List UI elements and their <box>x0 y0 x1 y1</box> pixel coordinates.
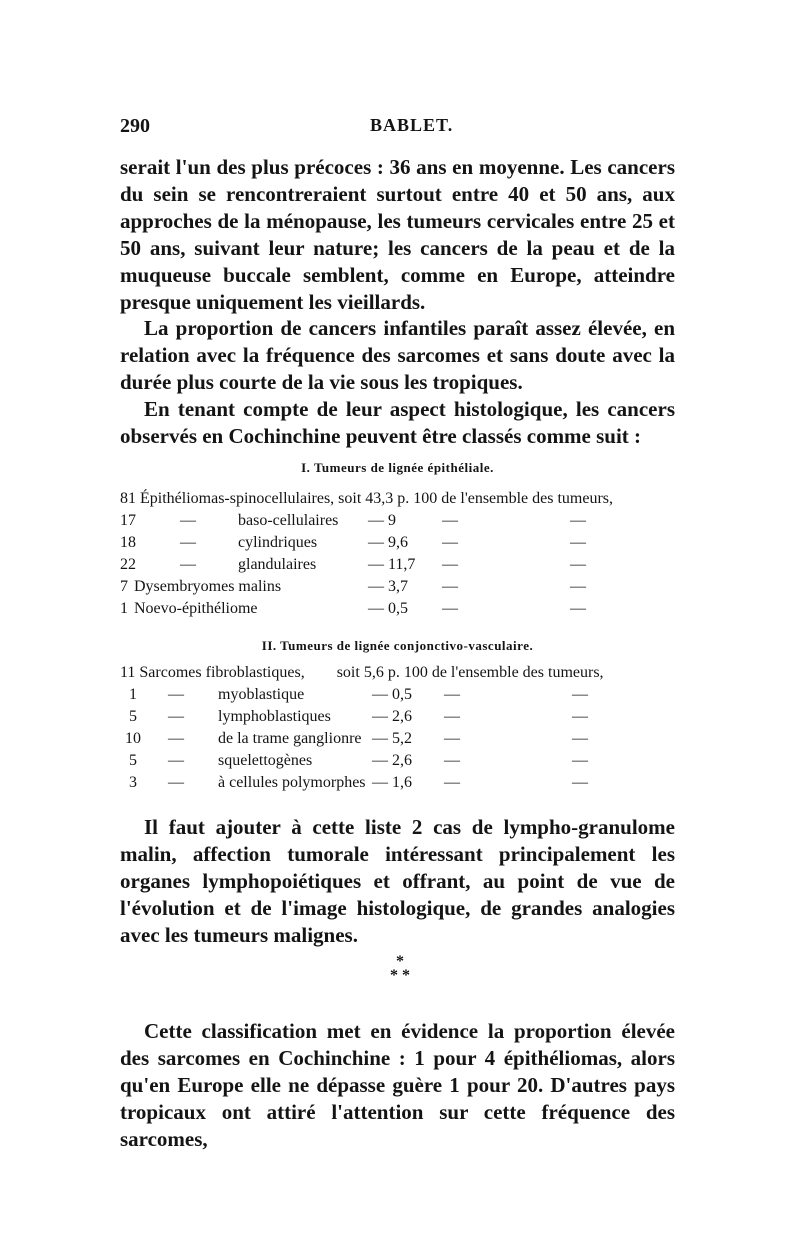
row-value: — 3,7 <box>368 578 408 595</box>
row-label: squelettogènes <box>218 752 313 769</box>
row-dash: — <box>442 512 458 529</box>
table-row <box>120 512 680 534</box>
row-label: glandulaires <box>238 556 317 573</box>
row-dash: — <box>572 730 588 747</box>
row-dash: — <box>570 556 586 573</box>
row-value: — 5,2 <box>372 730 412 747</box>
row-label: cylindriques <box>238 534 318 551</box>
row-count: 22 <box>120 556 136 573</box>
row-value: — 2,6 <box>372 752 412 769</box>
row-dash: — <box>168 774 184 791</box>
table-row <box>120 708 680 730</box>
row-dash: — <box>168 686 184 703</box>
table-row <box>120 686 680 708</box>
paragraph-2: La proportion de cancers infantiles paraît assez élevée, en relation avec la fréquence des sarcomes et sans doute avec la durée plus courte de la vie sous les tropiques. <box>120 316 675 394</box>
row-value: — 9,6 <box>368 534 408 551</box>
row-value: — 1,6 <box>372 774 412 791</box>
paragraph-4: Il faut ajouter à cette liste 2 cas de lympho-granulome malin, affection tumorale intéressant principalement les organes lymphopoiétiques et offrant, au point de vue de l'évolution et de l'image histologique, de grandes analogies avec les tumeurs malignes. <box>120 815 675 947</box>
row-label: à cellules polymorphes <box>218 774 366 791</box>
page-header <box>120 115 670 141</box>
table-row <box>120 774 680 796</box>
row-dash: — <box>180 512 196 529</box>
table-row <box>120 600 680 622</box>
row-dash: — <box>444 686 460 703</box>
row-label: Noevo-épithéliome <box>134 600 258 617</box>
row-value: — 2,6 <box>372 708 412 725</box>
row-count: 18 <box>120 534 136 551</box>
paragraph-3: En tenant compte de leur aspect histologique, les cancers observés en Cochinchine peuvent être classés comme suit : <box>120 397 675 448</box>
row-value: — 9 <box>368 512 396 529</box>
row-dash: — <box>442 578 458 595</box>
table-epithelial <box>120 490 680 622</box>
table-row <box>120 752 680 774</box>
row-dash: — <box>442 534 458 551</box>
row-label: myoblastique <box>218 686 305 703</box>
row-label: de la trame ganglionre <box>218 730 362 747</box>
paragraph-1: serait l'un des plus précoces : 36 ans en moyenne. Les cancers du sein se rencontreraient surtout entre 40 et 50 ans, aux approches de la ménopause, les tumeurs cervicales entre 25 et 50 ans, suivant leur nature; les cancers de la peau et de la muqueuse buccale semblent, comme en Europe, atteindre presque uniquement les vieillards. <box>120 155 675 314</box>
row-count: 3 <box>129 774 137 791</box>
row-dash: — <box>180 534 196 551</box>
row-dash: — <box>570 600 586 617</box>
page-number: 290 <box>120 115 150 137</box>
row-dash: — <box>570 534 586 551</box>
row-value: — 0,5 <box>368 600 408 617</box>
table-row <box>120 556 680 578</box>
row-dash: — <box>168 730 184 747</box>
row-dash: — <box>442 600 458 617</box>
asterism-bottom: * * <box>390 967 410 984</box>
row-dash: — <box>168 708 184 725</box>
row-dash: — <box>572 752 588 769</box>
paragraph-5: Cette classification met en évidence la proportion élevée des sarcomes en Cochinchine : 1 pour 4 épithéliomas, alors qu'en Europe elle ne dépasse guère 1 pour 20. D'autres pays tropicaux ont attiré l'attention sur cette fréquence des sarcomes, <box>120 1019 675 1151</box>
row-count: 1 <box>120 600 128 617</box>
table-row <box>120 578 680 600</box>
section-title-conjunctive: II. Tumeurs de lignée conjonctivo-vasculaire. <box>261 638 534 653</box>
row-dash: — <box>444 752 460 769</box>
row-dash: — <box>442 556 458 573</box>
asterism-top: * <box>396 953 404 970</box>
asterism-separator <box>360 955 440 983</box>
running-head: BABLET. <box>370 115 454 135</box>
row-count: 10 <box>125 730 141 747</box>
row-dash: — <box>444 708 460 725</box>
table-row <box>120 534 680 556</box>
table-row <box>120 490 680 512</box>
row-dash: — <box>572 708 588 725</box>
row-value: — 0,5 <box>372 686 412 703</box>
row-dash: — <box>572 686 588 703</box>
row-value: — 11,7 <box>368 556 416 573</box>
row-dash: — <box>180 556 196 573</box>
row-dash: — <box>444 730 460 747</box>
row-dash: — <box>570 578 586 595</box>
row-count: 5 <box>129 708 137 725</box>
row-count: 7 <box>120 578 128 595</box>
row-label: lymphoblastiques <box>218 708 331 725</box>
table-first-row: 11 Sarcomes fibroblastiques, soit 5,6 p. 100 de l'ensemble des tumeurs, <box>120 664 604 681</box>
row-count: 1 <box>129 686 137 703</box>
row-label: baso-cellulaires <box>238 512 339 529</box>
row-dash: — <box>168 752 184 769</box>
row-count: 5 <box>129 752 137 769</box>
table-row <box>120 730 680 752</box>
table-first-row: 81 Épithéliomas-spinocellulaires, soit 43,3 p. 100 de l'ensemble des tumeurs, <box>120 490 614 507</box>
row-dash: — <box>570 512 586 529</box>
table-row <box>120 664 680 686</box>
row-dash: — <box>572 774 588 791</box>
row-count: 17 <box>120 512 136 529</box>
table-conjunctive <box>120 664 680 796</box>
section-title-epithelial: I. Tumeurs de lignée épithéliale. <box>301 460 494 475</box>
row-dash: — <box>444 774 460 791</box>
row-label: Dysembryomes malins <box>134 578 282 595</box>
